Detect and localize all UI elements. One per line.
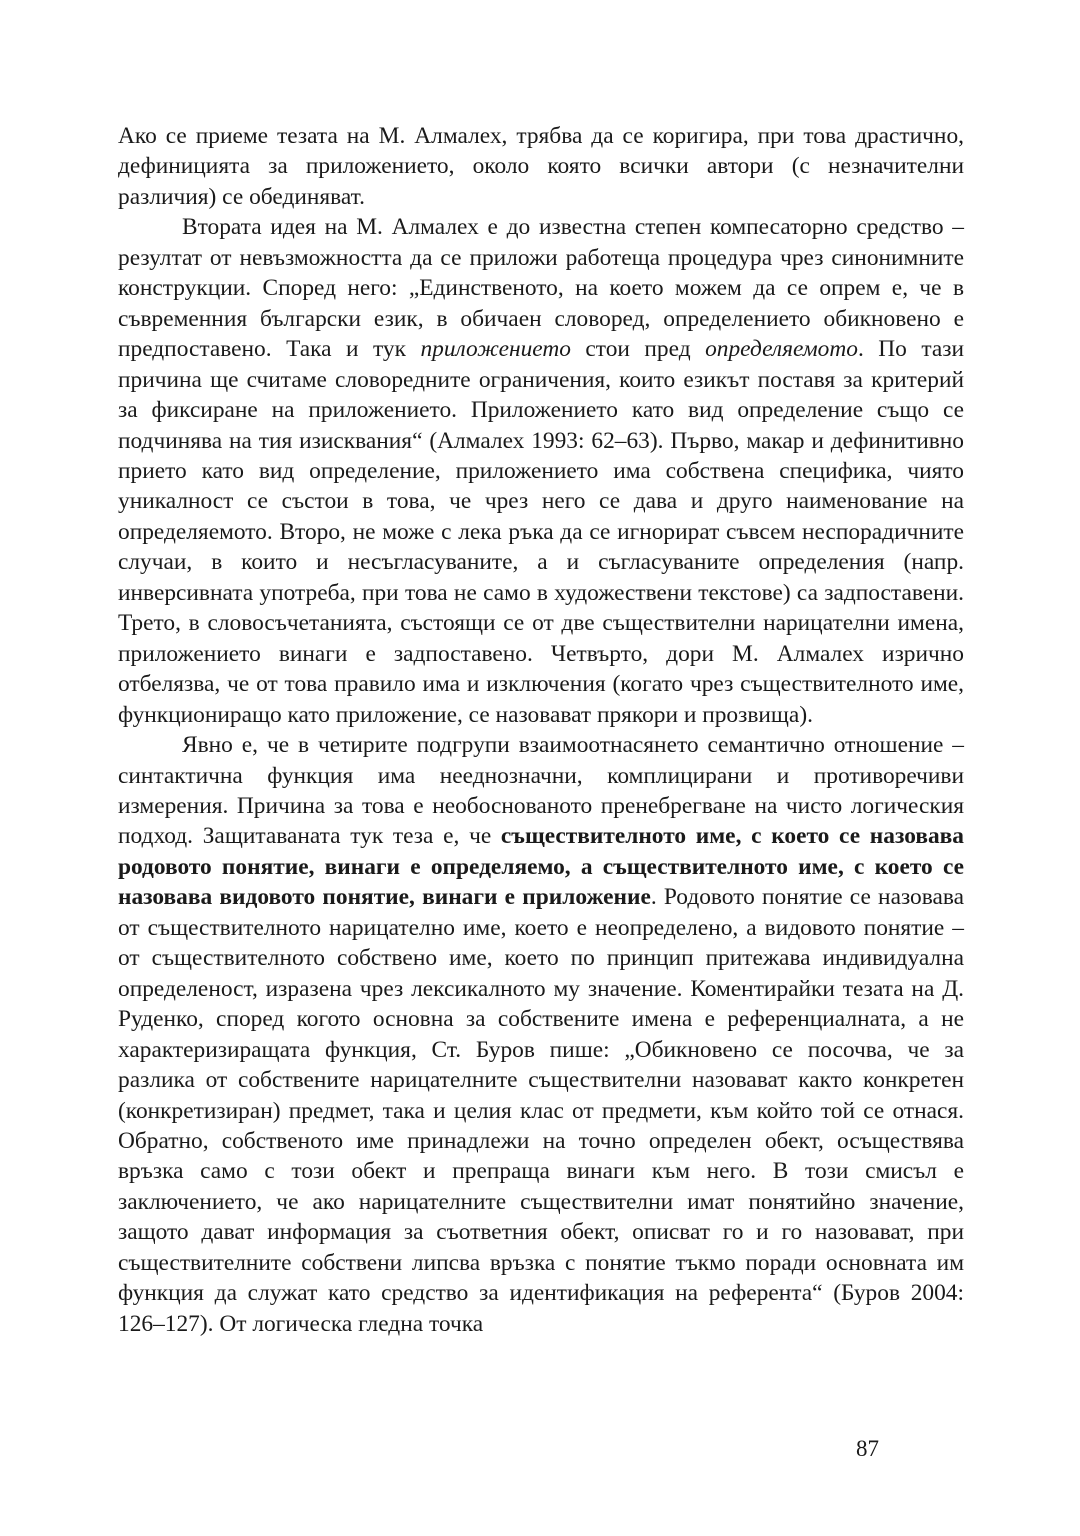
text-span: Втората идея на М. Алмалех е до известна степен компесаторно средство – резултат от невъзможността да се приложи работеща процедура чрез синонимните конструкции. Според него: „Единственото, на което можем да се опрем е, че в съвременния български език, в обичаен словоред, определението обикновено е предпоставено. Така и тук — [118, 214, 964, 363]
bold-thesis: съществителното име, с което се назовава родовото понятие, винаги е определяемо, а съществителното име, с което се назовава видовото понятие, винаги е приложение — [118, 823, 964, 911]
italic-term: приложението — [420, 336, 571, 363]
italic-term: определяемото — [705, 336, 858, 363]
text-span: . По тази причина ще считаме словоредните ограничения, които езикът поставя за критерий за фиксиране на приложението. Приложението като вид определение също се подчинява на тия изисквания“ (Алмалех 1993: 62–63). Първо, макар и дефинитивно прието като вид определение, приложението има собствена специфика, чиято уникалност се състои в това, че чрез него се дава и друго наименование на определяемото. Второ, не може с лека ръка да се игнорират съвсем неспорадичните случаи, в които и несъгласуваните, а и съгласуваните определения (напр. инверсивната употреба, при това не само в художествени текстове) са задпоставени. Трето, в словосъчетанията, състоящи се от две съществителни нарицателни имена, приложението винаги е задпоставено. Четвърто, дори М. Алмалех изрично отбелязва, че от това правило има и изключения (когато чрез съществителното име, функциониращо като приложение, се назовават прякори и прозвища). — [118, 336, 964, 728]
text-span: . Родовото понятие се назовава от съществителното нарицателно име, което е неопределено, а видовото понятие – от съществителното собствено име, което по принцип притежава индивидуална определеност, изразена чрез лексикалното му значение. Коментирайки тезата на Д. Руденко, според когото основна за собствените имена е референциалната, а не характеризиращата функция, Ст. Буров пише: „Обикновено се посочва, че за разлика от собствените нарицателните съществителни назовават както конкретен (конкретизиран) предмет, така и целия клас от предмети, към който той се отнася. Обратно, собственото име принадлежи на точно определен обект, осъществява връзка само с този обект и препраща винаги към него. В този смисъл е заключението, че ако нарицателните съществителни имат понятийно значение, защото дават информация за съответния обект, описват го и го назовават, при съществителните собствени липсва връзка с понятие тъкмо поради основната им функция да служат като средство за идентификация на референта“ (Буров 2004: 126–127). От логическа гледна точка — [118, 884, 964, 1337]
text-span: стои пред — [570, 336, 706, 363]
body-text — [118, 121, 964, 1339]
text-span: Ако се приеме тезата на М. Алмалех, трябва да се коригира, при това драстично, дефиницията за приложението, около която всички автори (с незначителни различия) се обединяват. — [118, 123, 964, 210]
paragraph-2 — [118, 212, 964, 730]
page-number: 87 — [856, 1436, 879, 1461]
paragraph-1 — [118, 121, 964, 212]
paragraph-3 — [118, 730, 964, 1339]
text-span: Явно е, че в четирите подгрупи взаимоотнасянето семантично отношение – синтактична функция има нееднозначни, комплицирани и противоречиви измерения. Причина за това е необоснованото пренебрегване на чисто логическия подход. Защитаваната тук теза е, че — [118, 732, 964, 850]
